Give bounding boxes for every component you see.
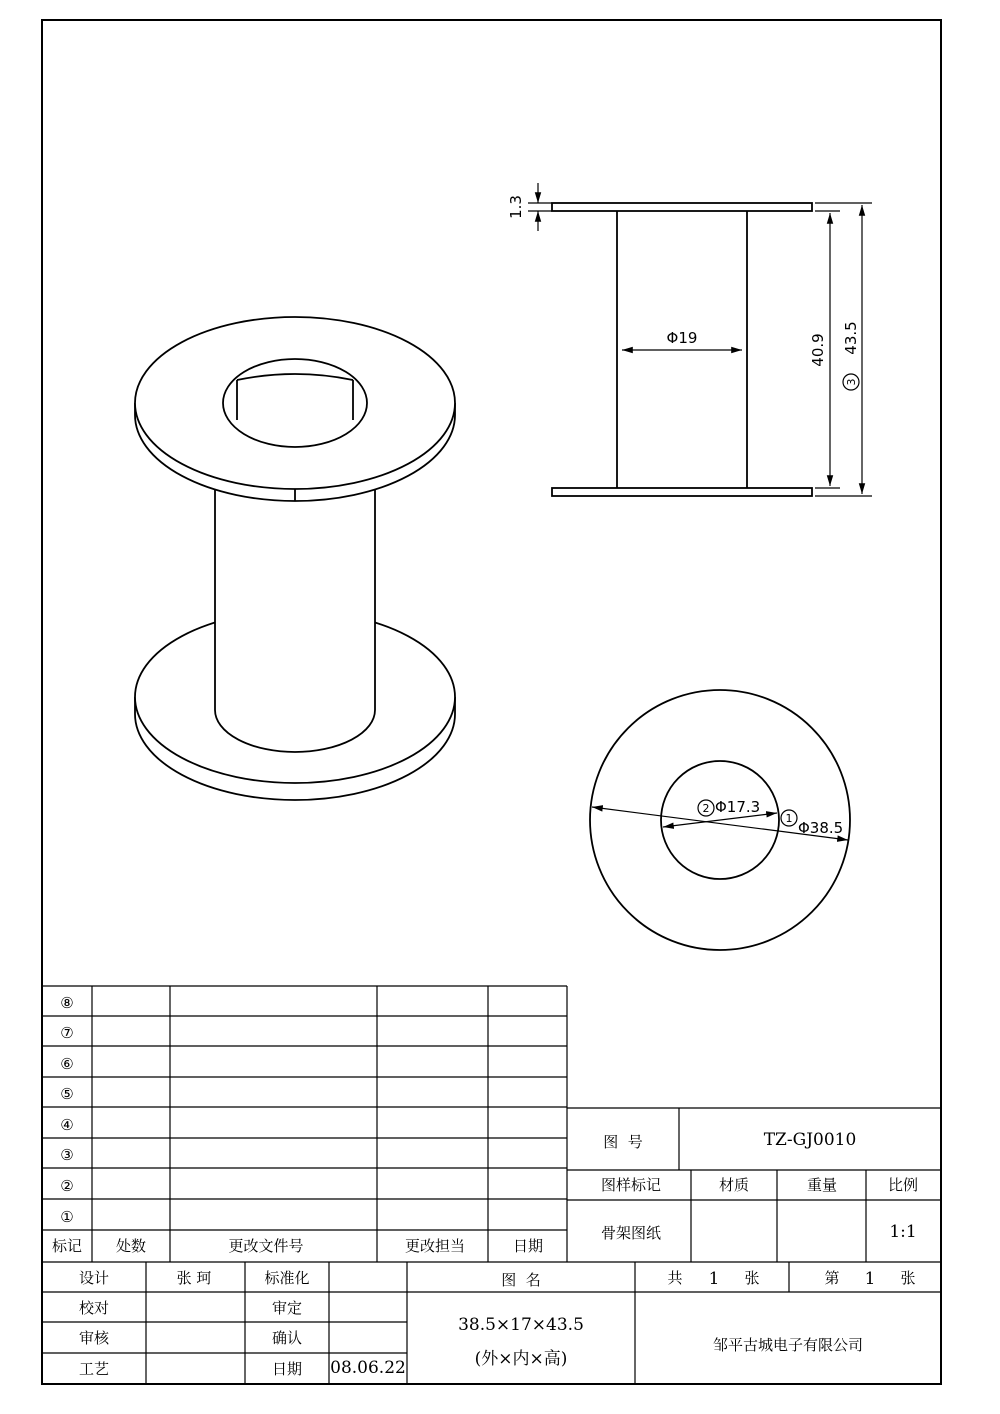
revision-marker-5: ⑤ bbox=[60, 1085, 74, 1103]
drawing-type: 骨架图纸 bbox=[600, 1224, 662, 1242]
inner-diameter-marker: 2 bbox=[702, 802, 710, 815]
sample-mark-label: 图样标记 bbox=[600, 1176, 662, 1194]
header-change-file: 更改文件号 bbox=[228, 1237, 304, 1255]
confirm-label: 确认 bbox=[271, 1329, 303, 1347]
date-value: 08.06.22 bbox=[330, 1358, 406, 1378]
scale-value: 1:1 bbox=[889, 1222, 917, 1242]
date-label: 日期 bbox=[271, 1360, 303, 1378]
drawing-number: TZ-GJ0010 bbox=[763, 1130, 857, 1150]
overall-height-marker: 3 bbox=[845, 378, 858, 386]
sheet-unit-2: 张 bbox=[900, 1269, 916, 1287]
total-sheets: 1 bbox=[708, 1269, 720, 1289]
review-label: 审核 bbox=[78, 1329, 110, 1347]
revision-table-grid bbox=[42, 986, 567, 1262]
top-flange-section bbox=[552, 203, 812, 211]
material-label: 材质 bbox=[718, 1176, 750, 1194]
bottom-flange-section bbox=[552, 488, 812, 496]
bottom-block-text bbox=[79, 1269, 916, 1378]
isometric-view bbox=[135, 317, 455, 800]
sheet-no-label: 第 bbox=[824, 1269, 840, 1287]
spool-dimensions: 38.5×17×43.5 bbox=[458, 1315, 584, 1335]
drawing-name-label: 图 名 bbox=[501, 1271, 541, 1289]
revision-marker-8: ⑧ bbox=[60, 994, 74, 1012]
top-view-dimension-labels bbox=[698, 798, 843, 837]
designer-name: 张 珂 bbox=[176, 1269, 212, 1287]
core-diameter-label: Φ19 bbox=[666, 329, 698, 347]
side-view-dimension-labels bbox=[507, 195, 860, 390]
scale-label: 比例 bbox=[887, 1176, 919, 1194]
design-label: 设计 bbox=[78, 1269, 110, 1287]
core-tube bbox=[215, 470, 375, 710]
outer-diameter-marker: 1 bbox=[785, 812, 793, 825]
flange-thickness-label: 1.3 bbox=[507, 195, 525, 219]
overall-height-label: 43.5 bbox=[842, 321, 860, 355]
company-name: 邹平古城电子有限公司 bbox=[712, 1336, 864, 1354]
total-label: 共 bbox=[667, 1269, 683, 1287]
standardization-label: 标准化 bbox=[264, 1269, 310, 1287]
approve-label: 审定 bbox=[271, 1299, 303, 1317]
revision-marker-7: ⑦ bbox=[60, 1024, 74, 1042]
header-count: 处数 bbox=[115, 1237, 147, 1255]
revision-marker-6: ⑥ bbox=[60, 1055, 74, 1073]
outer-diameter-label: Φ38.5 bbox=[798, 819, 844, 837]
weight-label: 重量 bbox=[806, 1176, 838, 1194]
header-change-owner: 更改担当 bbox=[404, 1237, 466, 1255]
sheet-unit: 张 bbox=[744, 1269, 760, 1287]
header-date: 日期 bbox=[512, 1237, 544, 1255]
drawing-number-label: 图 号 bbox=[603, 1133, 643, 1151]
spool-dimensions-note: (外×内×高) bbox=[474, 1349, 568, 1369]
top-flange-top bbox=[135, 317, 455, 489]
revision-marker-2: ② bbox=[60, 1177, 74, 1195]
revision-marker-4: ④ bbox=[60, 1116, 74, 1134]
craft-label: 工艺 bbox=[78, 1360, 110, 1378]
header-mark: 标记 bbox=[51, 1237, 83, 1255]
check-label: 校对 bbox=[78, 1299, 110, 1317]
title-block-right-text bbox=[601, 1130, 918, 1242]
inner-diameter-label: Φ17.3 bbox=[715, 798, 761, 816]
inner-height-label: 40.9 bbox=[809, 333, 827, 367]
revision-marker-1: ① bbox=[60, 1208, 74, 1226]
revision-table-row-markers bbox=[60, 994, 73, 1226]
revision-marker-3: ③ bbox=[60, 1146, 74, 1164]
sheet-no: 1 bbox=[864, 1269, 876, 1289]
revision-table-headers bbox=[52, 1237, 543, 1255]
